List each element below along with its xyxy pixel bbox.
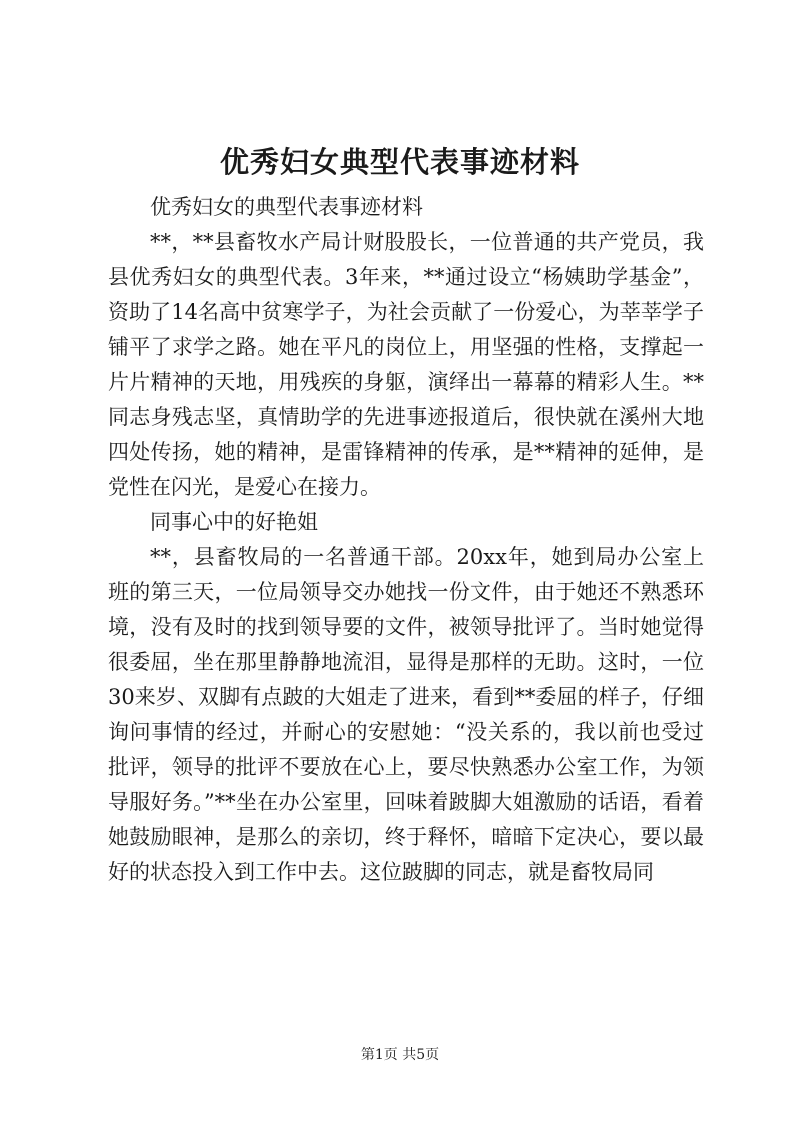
intro-paragraph: **，**县畜牧水产局计财股股长，一位普通的共产党员，我县优秀妇女的典型代表。3年来，**通过设立“杨姨助学基金”，资助了14名高中贫寒学子，为社会贡献了一份爱心，为莘莘学子铺平了求学之路。她在平凡的岗位上，用坚强的性格，支撑起一片片精神的天地，用残疾的身躯，演绎出一幕幕的精彩人生。**同志身残志坚，真情助学的先进事迹报道后，很快就在溪州大地四处传扬，她的精神，是雷锋精神的传承，是**精神的延伸，是党性在闪光，是爱心在接力。 bbox=[108, 230, 704, 499]
document-title: 优秀妇女典型代表事迹材料 bbox=[219, 145, 580, 179]
page-footer: 第1页 共5页 bbox=[360, 1047, 440, 1063]
subtitle-paragraph: 优秀妇女的典型代表事迹材料 bbox=[150, 195, 423, 219]
section-paragraph: **，县畜牧局的一名普通干部。20xx年，她到局办公室上班的第三天，一位局领导交办她找一份文件，由于她还不熟悉环境，没有及时的找到领导要的文件，被领导批评了。当时她觉得很委屈，坐在那里静静地流泪，显得是那样的无助。这时，一位30来岁、双脚有点跛的大姐走了进来，看到**委屈的样子，仔细询问事情的经过，并耐心的安慰她：“没关系的，我以前也受过批评，领导的批评不要放在心上，要尽快熟悉办公室工作，为领导服好务。”**坐在办公室里，回味着跛脚大姐激励的话语，看着她鼓励眼神，是那么的亲切，终于释怀，暗暗下定决心，要以最好的状态投入到工作中去。这位跛脚的同志，就是畜牧局同 bbox=[108, 545, 704, 884]
section-heading: 同事心中的好艳姐 bbox=[150, 510, 318, 534]
document-body bbox=[108, 190, 704, 890]
